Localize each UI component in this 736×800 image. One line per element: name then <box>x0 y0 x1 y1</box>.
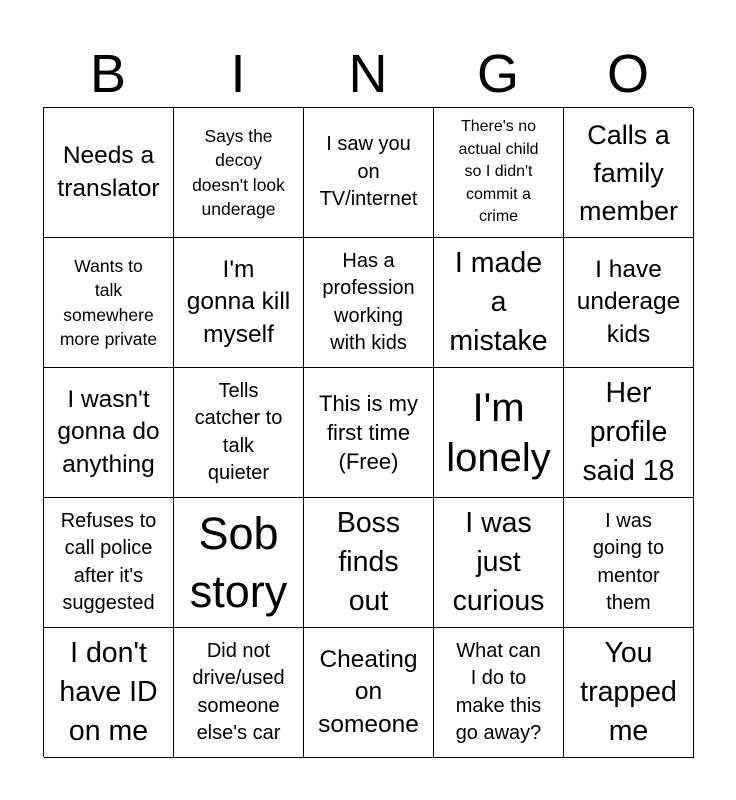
bingo-cell[interactable] <box>434 238 564 368</box>
cell-text: Wants to talk somewhere more private <box>59 255 158 349</box>
cell-text: I made a mistake <box>449 247 548 357</box>
cell-text: I don't have ID on me <box>59 637 158 747</box>
bingo-cell[interactable] <box>44 498 174 628</box>
bingo-cell[interactable] <box>44 628 174 758</box>
bingo-cell[interactable] <box>44 238 174 368</box>
cell-text: You trapped me <box>580 637 677 747</box>
cell-text: I'm lonely <box>446 385 551 480</box>
bingo-cell[interactable] <box>304 108 434 238</box>
bingo-cell[interactable] <box>44 368 174 498</box>
header-letter-n: N <box>348 44 388 104</box>
bingo-cell[interactable] <box>564 498 694 628</box>
bingo-cell[interactable] <box>44 108 174 238</box>
bingo-cell[interactable] <box>564 368 694 498</box>
cell-text: Boss finds out <box>336 507 401 617</box>
header-letter-o: O <box>606 44 649 104</box>
bingo-cell[interactable] <box>564 238 694 368</box>
bingo-cell[interactable] <box>564 628 694 758</box>
cell-text: I was just curious <box>452 507 545 617</box>
cell-text: This is my first time (Free) <box>319 391 418 474</box>
bingo-cell[interactable] <box>304 498 434 628</box>
bingo-board <box>43 107 693 757</box>
bingo-cell[interactable] <box>174 238 304 368</box>
cell-text: Sob story <box>189 507 288 617</box>
cell-text: I was going to mentor them <box>592 509 665 614</box>
bingo-cell[interactable] <box>564 108 694 238</box>
bingo-cell[interactable] <box>434 108 564 238</box>
bingo-cell[interactable] <box>434 498 564 628</box>
cell-text: Has a profession working with kids <box>322 249 415 354</box>
cell-text: Refuses to call police after it's suggested <box>60 509 157 614</box>
cell-text: What can I do to make this go away? <box>455 639 542 744</box>
bingo-cell[interactable] <box>174 628 304 758</box>
cell-text: Her profile said 18 <box>582 377 675 487</box>
bingo-cell[interactable] <box>434 628 564 758</box>
bingo-cell[interactable] <box>174 108 304 238</box>
header-letter-g: G <box>476 44 519 104</box>
bingo-cell[interactable] <box>434 368 564 498</box>
header-letter-b: B <box>89 44 127 104</box>
cell-text: Cheating on someone <box>318 645 419 738</box>
cell-text: I'm gonna kill myself <box>186 255 291 348</box>
bingo-cell[interactable] <box>304 628 434 758</box>
cell-text: Says the decoy doesn't look underage <box>192 125 285 219</box>
cell-text: Needs a translator <box>57 142 160 202</box>
bingo-cell[interactable] <box>304 368 434 498</box>
header-letter-i: I <box>230 44 246 104</box>
cell-text: I wasn't gonna do anything <box>57 385 160 478</box>
cell-text: Tells catcher to talk quieter <box>194 379 283 484</box>
cell-text: I saw you on TV/internet <box>319 133 418 211</box>
bingo-cell[interactable] <box>174 368 304 498</box>
bingo-header <box>43 40 693 108</box>
bingo-cell[interactable] <box>304 238 434 368</box>
bingo-cell[interactable] <box>174 498 304 628</box>
cell-text: Did not drive/used someone else's car <box>192 639 285 744</box>
cell-text: Calls a family member <box>578 119 679 226</box>
cell-text: I have underage kids <box>576 255 681 348</box>
cell-text: There's no actual child so I didn't commit a crime <box>458 118 539 226</box>
